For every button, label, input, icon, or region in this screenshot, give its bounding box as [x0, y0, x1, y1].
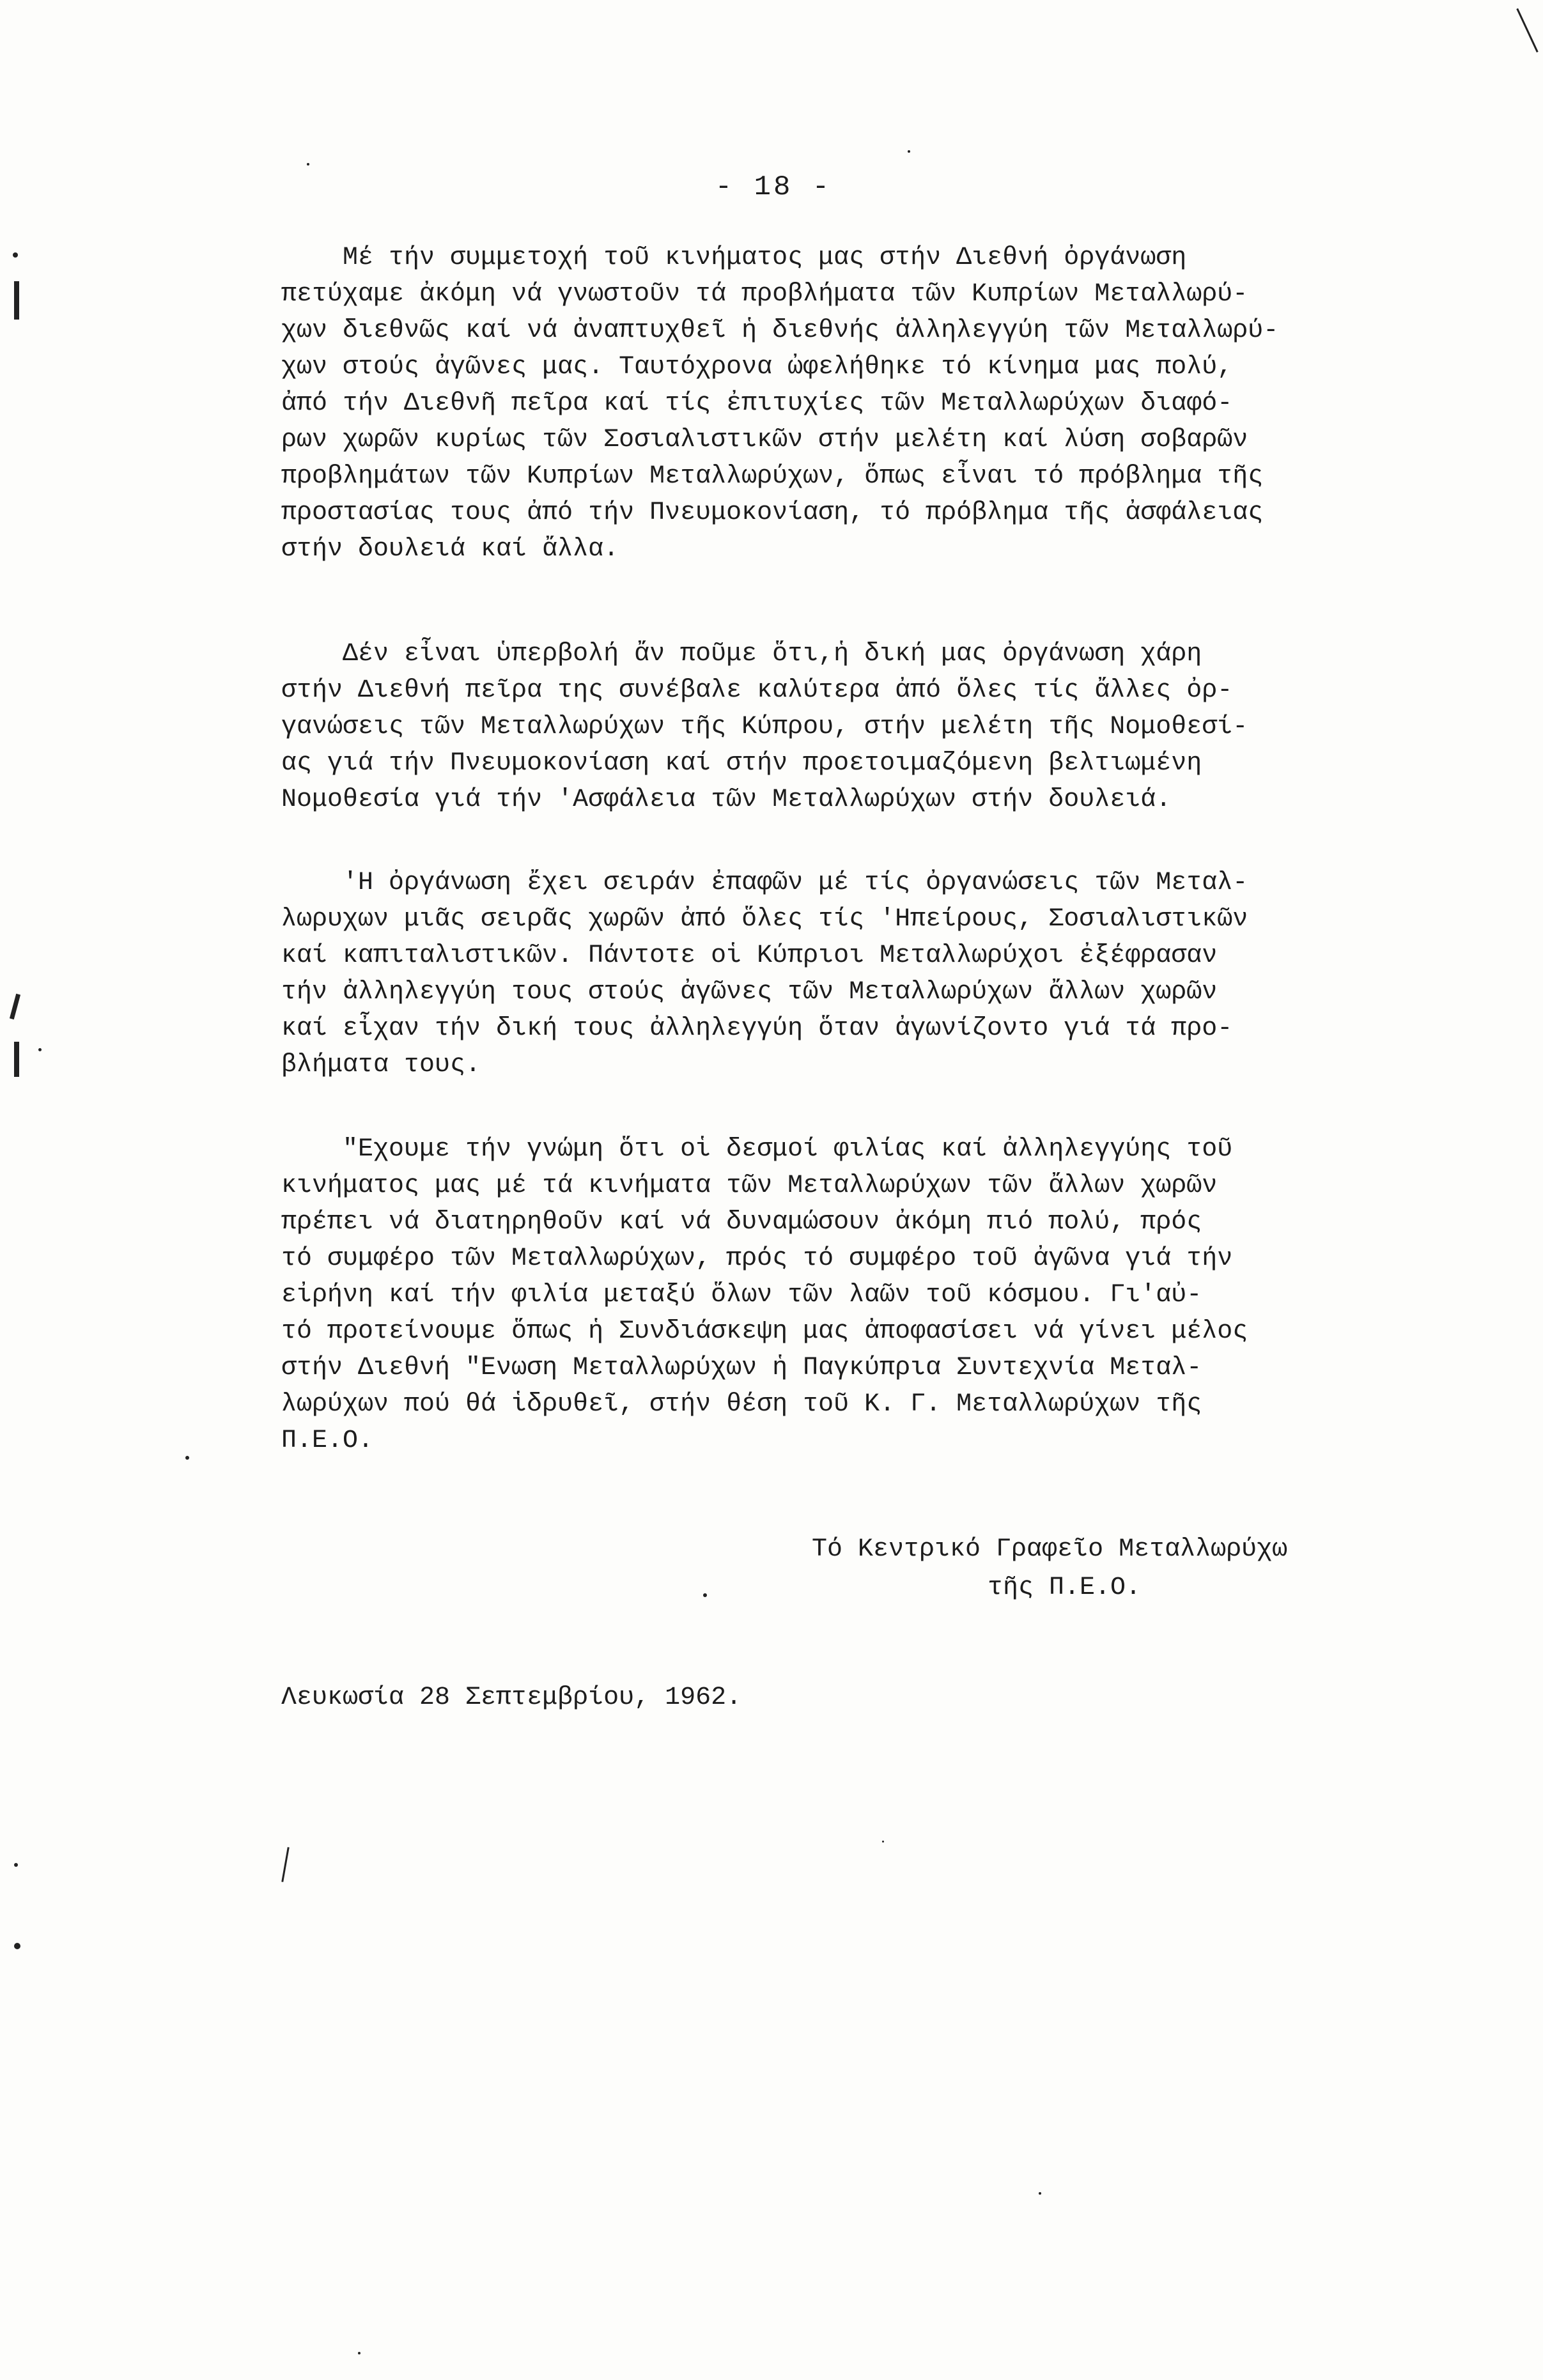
- paragraph-international-membership: Μέ τήν συμμετοχή τοῦ κινήματος μας στήν Διεθνή ὀργάνωση πετύχαμε ἀκόμη νά γνωστοῦν τά προβλήματα τῶν Κυπρίων Μεταλλωρύ- χων διεθνῶς καί νά ἀναπτυχθεῖ ἡ διεθνής ἀλληλεγγύη τῶν Μεταλλωρύ- χων στούς ἀγῶνες μας. Ταυτόχρονα ὠφελήθηκε τό κίνημα μας πολύ, ἀπό τήν Διεθνῆ πεῖρα καί τίς ἐπιτυχίες τῶν Μεταλλωρύχων διαφό- ρων χωρῶν κυρίως τῶν Σοσιαλιστικῶν στήν μελέτη καί λύση σοβαρῶν προβλημάτων τῶν Κυπρίων Μεταλλωρύχων, ὅπως εἶναι τό πρόβλημα τῆς προστασίας τους ἀπό τήν Πνευμοκονίαση, τό πρόβλημα τῆς ἀσφάλειας στήν δουλειά καί ἄλλα.: [281, 243, 1279, 564]
- signature-line-organisation: τῆς Π.Ε.Ο.: [988, 1573, 1142, 1602]
- speck: [1039, 2192, 1041, 2195]
- speck: [882, 1841, 884, 1843]
- speck: [358, 2352, 361, 2354]
- signature-line-office: Τό Κεντρικό Γραφεῖο Μεταλλωρύχω: [812, 1535, 1288, 1564]
- speck: [307, 163, 309, 166]
- margin-mark: [14, 281, 19, 320]
- margin-mark: [281, 1847, 290, 1882]
- signature-block: [812, 1531, 1451, 1607]
- paragraph-international-contacts: 'Η ὀργάνωση ἔχει σειράν ἐπαφῶν μέ τίς ὀργανώσεις τῶν Μεταλ- λωρυχων μιᾶς σειρᾶς χωρῶν ἀπό ὅλες τίς 'Ηπείρους, Σοσιαλιστικῶν καί καπιταλιστικῶν. Πάντοτε οἱ Κύπριοι Μεταλλωρύχοι ἐξέφρασαν τήν ἀλληλεγγύη τους στούς ἀγῶνες τῶν Μεταλλωρύχων ἄλλων χωρῶν καί εἶχαν τήν δική τους ἀλληλεγγύη ὅταν ἀγωνίζοντο γιά τά προ- βλήματα τους.: [281, 869, 1248, 1079]
- speck: [14, 1863, 18, 1867]
- date-place-line: Λευκωσία 28 Σεπτεμβρίου, 1962.: [281, 1683, 742, 1712]
- paragraph-pneumoconiosis-legislation: Δέν εἶναι ὑπερβολή ἄν ποῦμε ὅτι,ἡ δική μας ὀργάνωση χάρη στήν Διεθνή πεῖρα της συνέβαλε καλύτερα ἀπό ὅλες τίς ἄλλες ὀρ- γανώσεις τῶν Μεταλλωρύχων τῆς Κύπρου, στήν μελέτη τῆς Νομοθεσί- ας γιά τήν Πνευμοκονίαση καί στήν προετοιμαζόμενη βελτιωμένη Νομοθεσία γιά τήν 'Ασφάλεια τῶν Μεταλλωρύχων στήν δουλειά.: [281, 640, 1248, 814]
- speck: [185, 1456, 189, 1460]
- margin-mark: [10, 994, 20, 1019]
- margin-mark: [14, 1042, 19, 1077]
- paragraph-proposal: "Εχουμε τήν γνώμη ὅτι οἱ δεσμοί φιλίας καί ἀλληλεγγύης τοῦ κινήματος μας μέ τά κινήματα τῶν Μεταλλωρύχων τῶν ἄλλων χωρῶν πρέπει νά διατηρηθοῦν καί νά δυναμώσουν ἀκόμη πιό πολύ, πρός τό συμφέρο τῶν Μεταλλωρύχων, πρός τό συμφέρο τοῦ ἀγῶνα γιά τήν εἰρήνη καί τήν φιλία μεταξύ ὅλων τῶν λαῶν τοῦ κόσμου. Γι'αὐ- τό προτείνουμε ὅπως ἡ Συνδιάσκεψη μας ἀποφασίσει νά γίνει μέλος στήν Διεθνή "Ενωση Μεταλλωρύχων ἡ Παγκύπρια Συντεχνία Μεταλ- λωρύχων πού θά ἱδρυθεῖ, στήν θέση τοῦ Κ. Γ. Μεταλλωρύχων τῆς Π.Ε.Ο.: [281, 1135, 1248, 1455]
- margin-mark: [1516, 8, 1538, 52]
- speck: [14, 1943, 20, 1949]
- speck: [13, 252, 18, 258]
- speck: [38, 1048, 42, 1051]
- page-number: - 18 -: [715, 171, 832, 203]
- speck: [703, 1593, 707, 1597]
- speck: [908, 150, 910, 153]
